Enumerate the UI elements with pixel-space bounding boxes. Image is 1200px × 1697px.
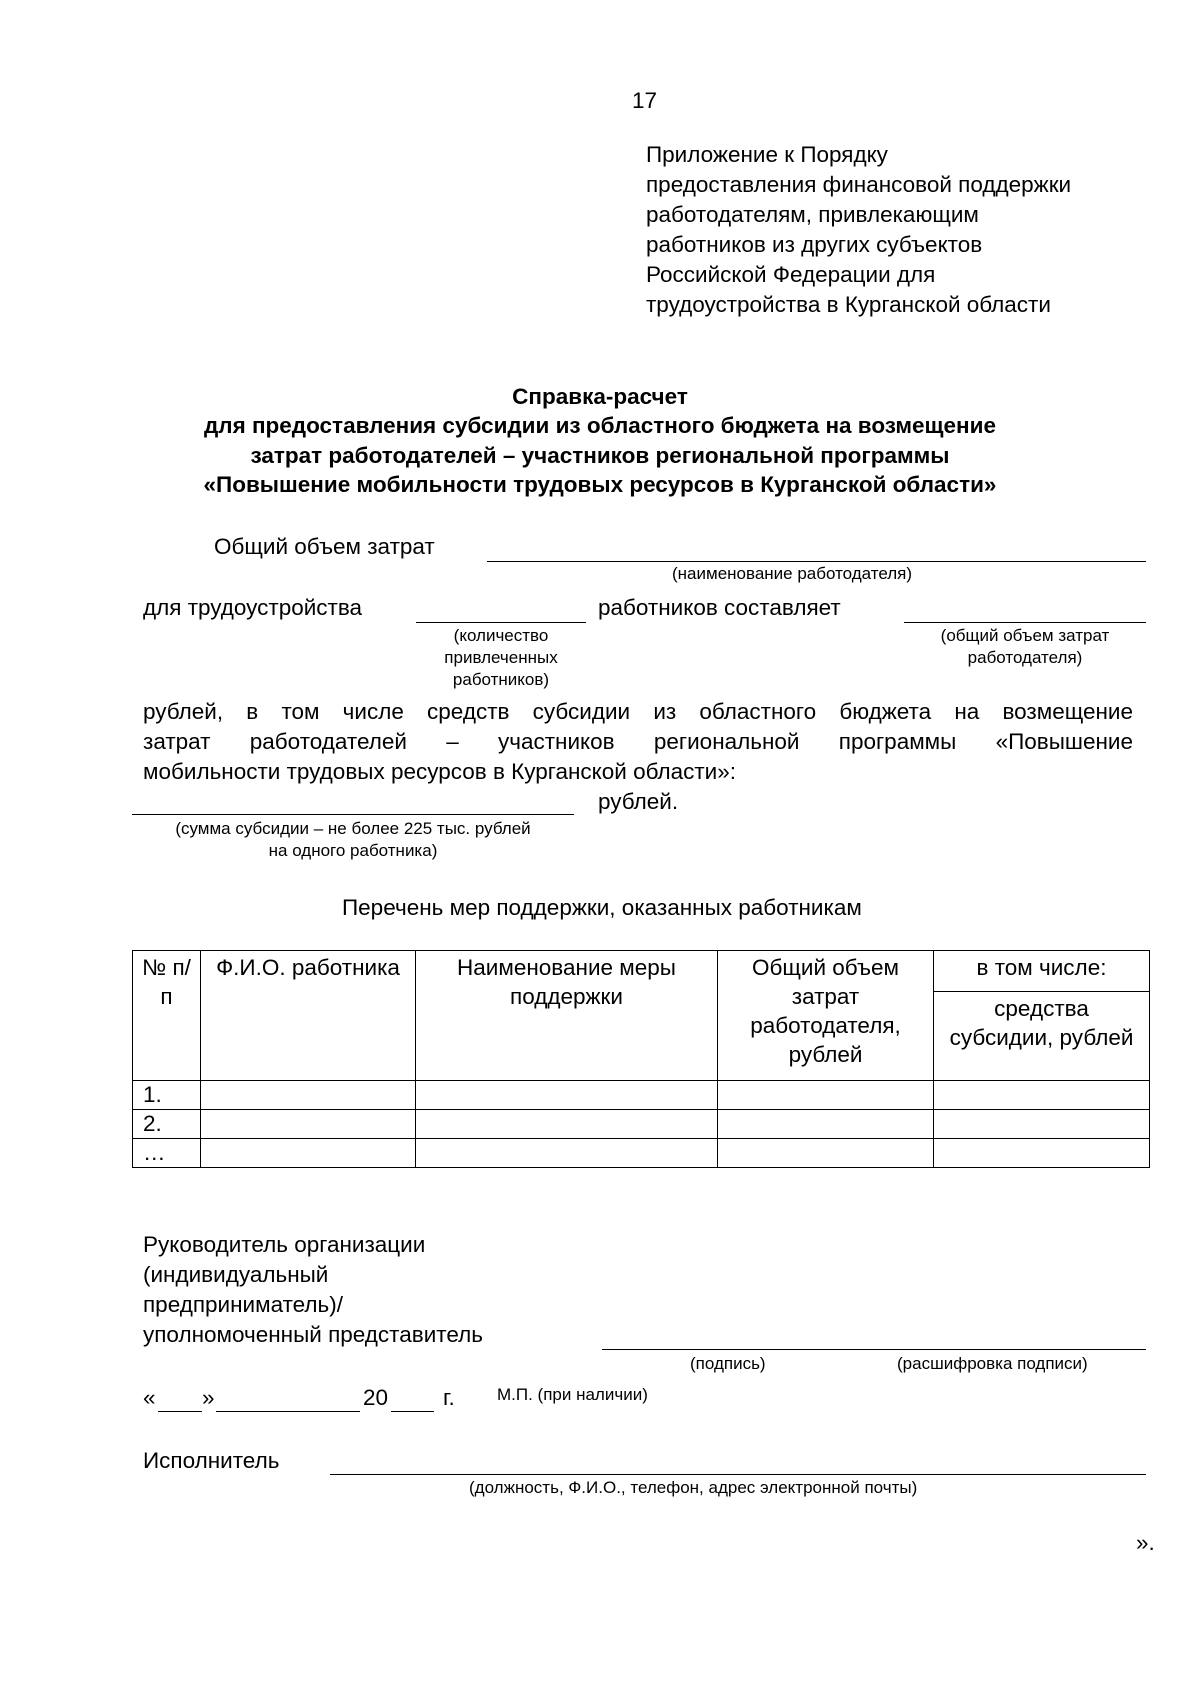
paragraph-line: мобильности трудовых ресурсов в Курганской области»: (143, 759, 737, 784)
appendix-line: Приложение к Порядку (646, 142, 888, 167)
signature-field[interactable] (602, 1349, 1146, 1350)
cell-subsidy[interactable] (934, 1139, 1150, 1168)
cell-subsidy[interactable] (934, 1081, 1150, 1110)
table-row (133, 1081, 1150, 1110)
date-open-quote: « (143, 1385, 156, 1410)
signer-title (143, 1230, 483, 1350)
subsidy-sum-hint (132, 818, 574, 862)
header-measure: Наименование меры поддержки (416, 951, 718, 1081)
hint-line: (общий объем затрат (940, 626, 1110, 645)
signature-hint: (подпись) (690, 1354, 766, 1373)
hint-line: на одного работника) (268, 841, 438, 860)
cell-fio[interactable] (201, 1110, 416, 1139)
executor-field[interactable] (330, 1474, 1146, 1475)
appendix-line: предоставления финансовой поддержки (646, 172, 1072, 197)
signer-line: Руководитель организации (143, 1232, 426, 1257)
cell-total[interactable] (718, 1110, 934, 1139)
cell-subsidy[interactable] (934, 1110, 1150, 1139)
document-subtitle-line: «Повышение мобильности трудовых ресурсов в Курганской области» (203, 472, 997, 497)
date-day-field[interactable] (158, 1411, 202, 1412)
support-measures-table (132, 950, 1150, 1168)
cell-measure[interactable] (416, 1081, 718, 1110)
row-number: … (133, 1139, 201, 1168)
appendix-line: работодателям, привлекающим (646, 202, 979, 227)
cell-measure[interactable] (416, 1110, 718, 1139)
header-total: Общий объем затрат работодателя, рублей (718, 951, 934, 1081)
workers-count-field[interactable] (416, 622, 586, 623)
total-amount-hint (905, 625, 1145, 669)
table-row (133, 1110, 1150, 1139)
header-subsidy: средства субсидии, рублей (934, 992, 1150, 1081)
document-subtitle-line: затрат работодателей – участников региональной программы (250, 443, 950, 468)
date-year-prefix: 20 (363, 1385, 389, 1410)
workers-amount-label: работников составляет (598, 595, 841, 620)
signature-decoding-hint: (расшифровка подписи) (897, 1354, 1088, 1373)
appendix-line: Российской Федерации для (646, 262, 936, 287)
rubles-label: рублей. (598, 789, 679, 814)
cell-total[interactable] (718, 1139, 934, 1168)
total-amount-field[interactable] (904, 622, 1146, 623)
page-number: 17 (632, 88, 658, 113)
workers-count-hint (411, 625, 591, 691)
cell-fio[interactable] (201, 1081, 416, 1110)
appendix-line: работников из других субъектов (646, 232, 983, 257)
list-title: Перечень мер поддержки, оказанных работникам (342, 895, 862, 920)
date-year-field[interactable] (391, 1411, 434, 1412)
hint-line: работников) (452, 670, 550, 689)
paragraph-line: рублей, в том числе средств субсидии из областного бюджета на возмещение (143, 699, 1133, 724)
appendix-heading (646, 140, 1071, 320)
cell-fio[interactable] (201, 1139, 416, 1168)
hint-line: (сумма субсидии – не более 225 тыс. рублей (175, 819, 531, 838)
hint-line: работодателя) (967, 648, 1083, 667)
executor-label: Исполнитель (143, 1448, 280, 1473)
total-costs-label: Общий объем затрат (214, 534, 435, 559)
hint-line: (количество (453, 626, 549, 645)
stamp-label: М.П. (при наличии) (497, 1385, 648, 1404)
closing-mark: ». (1136, 1530, 1155, 1555)
paragraph-line: затрат работодателей – участников региональной программы «Повышение (143, 729, 1133, 754)
document-title: Справка-расчет (512, 384, 688, 409)
row-number: 1. (133, 1081, 201, 1110)
document-subtitle-line: для предоставления субсидии из областного бюджета на возмещение (204, 413, 996, 438)
signer-line: уполномоченный представитель (143, 1322, 483, 1347)
date-close-quote: » (202, 1385, 215, 1410)
appendix-line: трудоустройства в Курганской области (646, 292, 1051, 317)
cell-measure[interactable] (416, 1139, 718, 1168)
date-month-field[interactable] (216, 1411, 360, 1412)
header-num: № п/п (133, 951, 201, 1081)
signer-line: (индивидуальный (143, 1262, 329, 1287)
hint-line: привлеченных (444, 648, 558, 667)
date-year-suffix: г. (443, 1385, 455, 1410)
employer-name-hint: (наименование работодателя) (672, 564, 913, 583)
table-row (133, 1139, 1150, 1168)
cell-total[interactable] (718, 1081, 934, 1110)
subsidy-sum-field[interactable] (132, 814, 574, 815)
employer-name-field[interactable] (487, 561, 1146, 562)
header-including: в том числе: (934, 951, 1150, 992)
row-number: 2. (133, 1110, 201, 1139)
signer-line: предприниматель)/ (143, 1292, 344, 1317)
header-fio: Ф.И.О. работника (201, 951, 416, 1081)
for-employment-label: для трудоустройства (143, 595, 363, 620)
executor-hint: (должность, Ф.И.О., телефон, адрес электронной почты) (469, 1478, 918, 1497)
